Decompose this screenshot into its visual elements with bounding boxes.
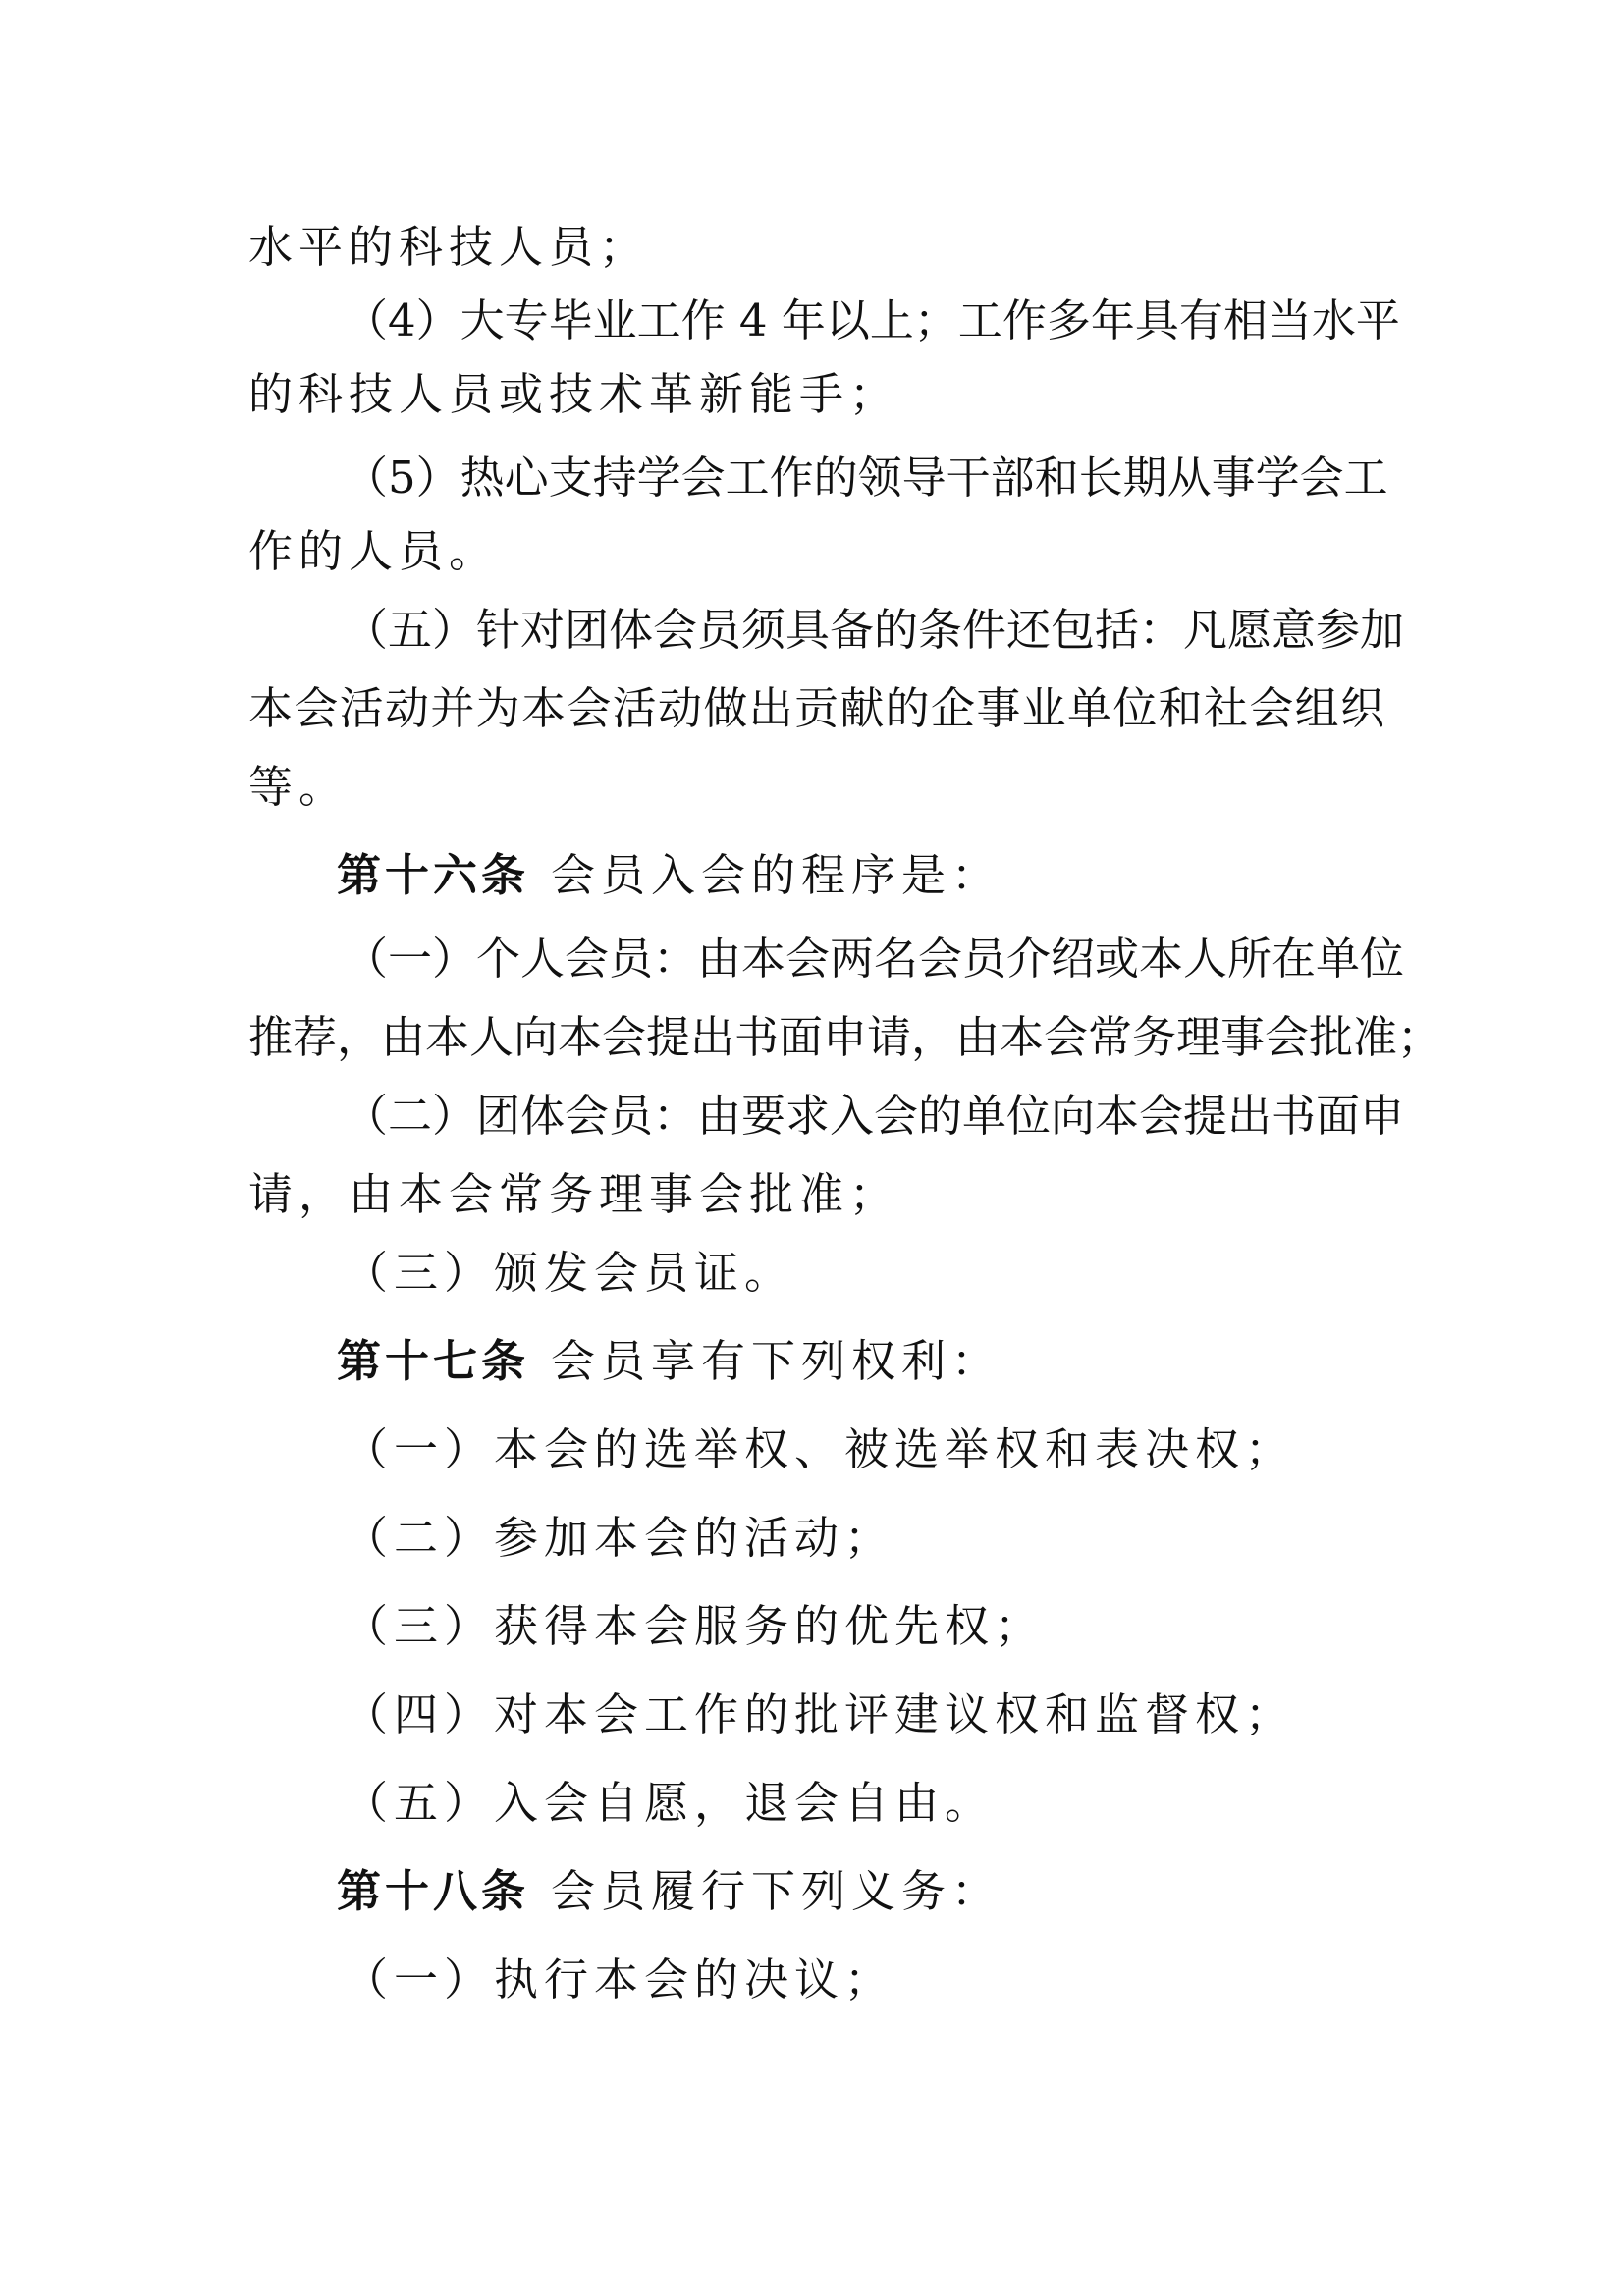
text-line: 等。 xyxy=(248,761,350,813)
article-18-heading xyxy=(337,1862,1001,1921)
article-number: 第十八条 xyxy=(337,1865,530,1917)
article-number: 第十七条 xyxy=(337,1335,530,1387)
text-line: （一）个人会员：由本会两名会员介绍或本人所在单位 xyxy=(344,933,1405,985)
article-17-heading xyxy=(337,1332,1001,1391)
text-line: 水平的科技人员； xyxy=(248,221,650,273)
text-line: 推荐，由本人向本会提出书面申请，由本会常务理事会批准； xyxy=(248,1011,1442,1063)
text-line: （二）团体会员：由要求入会的单位向本会提出书面申 xyxy=(344,1090,1405,1142)
text-line: （三）获得本会服务的优先权； xyxy=(344,1600,1046,1652)
article-16-heading xyxy=(337,846,1001,905)
article-text: 会员享有下列权利： xyxy=(551,1335,1002,1387)
text-line: （五）针对团体会员须具备的条件还包括：凡愿意参加 xyxy=(344,604,1405,656)
text-line: （5）热心支持学会工作的领导干部和长期从事学会工 xyxy=(344,452,1388,504)
text-line: 的科技人员或技术革新能手； xyxy=(248,368,900,420)
text-line: （4）大专毕业工作 4 年以上；工作多年具有相当水平 xyxy=(344,294,1400,347)
text-line: 本会活动并为本会活动做出贡献的企事业单位和社会组织 xyxy=(248,682,1384,734)
text-line: （一）本会的选举权、被选举权和表决权； xyxy=(344,1423,1296,1475)
text-line: 作的人员。 xyxy=(248,525,500,577)
text-line: （五）入会自愿，退会自由。 xyxy=(344,1777,996,1829)
text-line: （一）执行本会的决议； xyxy=(344,1953,895,2005)
text-line: 请，由本会常务理事会批准； xyxy=(248,1168,900,1220)
article-text: 会员入会的程序是： xyxy=(551,849,1002,901)
text-line: （二）参加本会的活动； xyxy=(344,1512,895,1564)
text-line: （四）对本会工作的批评建议权和监督权； xyxy=(344,1688,1296,1740)
article-number: 第十六条 xyxy=(337,849,530,901)
text-line: （三）颁发会员证。 xyxy=(344,1247,795,1299)
article-text: 会员履行下列义务： xyxy=(551,1865,1002,1917)
